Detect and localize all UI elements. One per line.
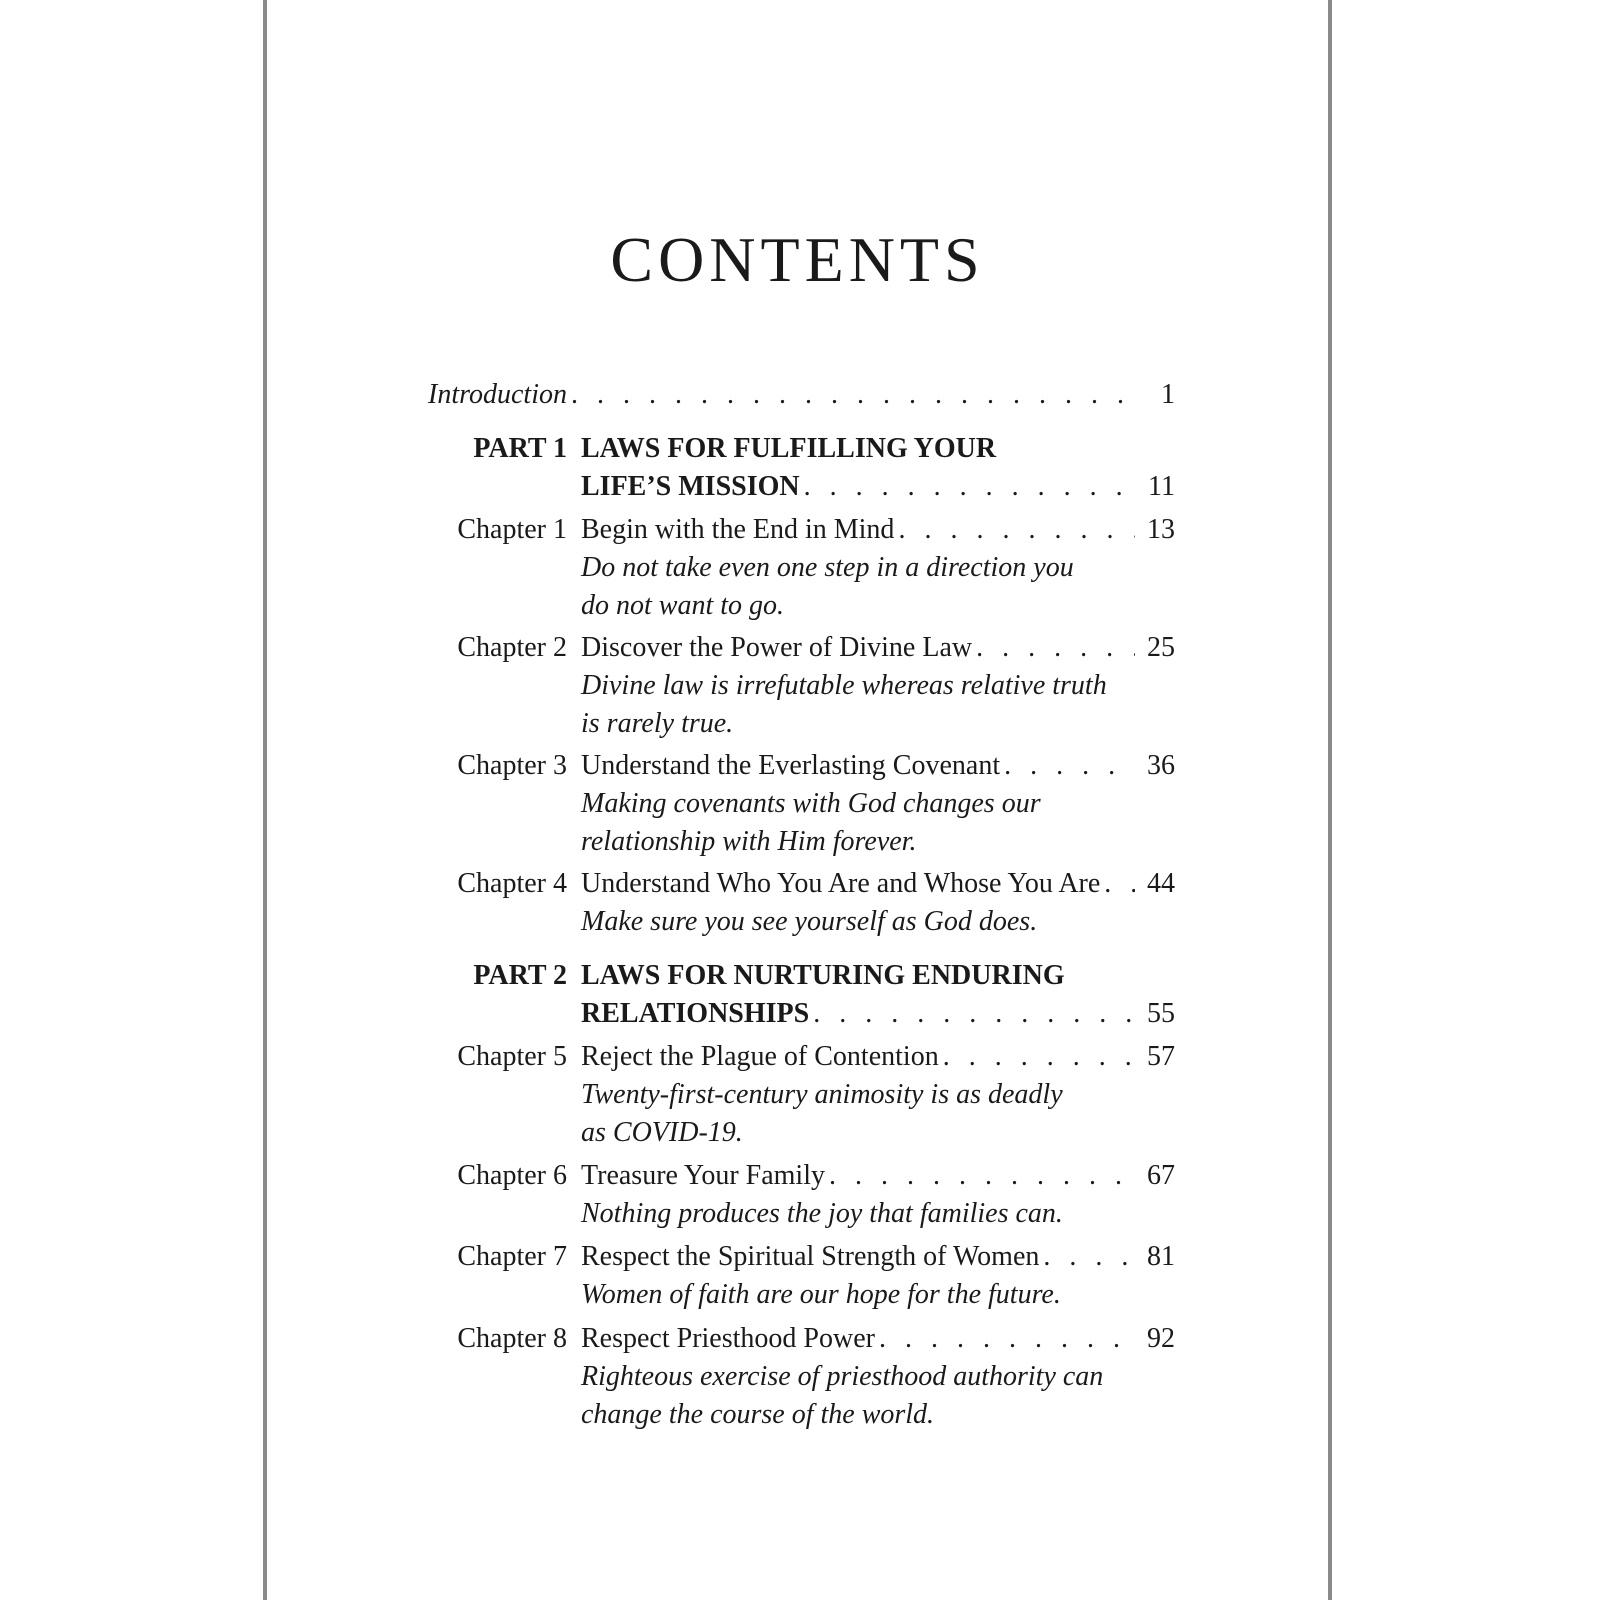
part-2-entry[interactable] [581, 995, 1175, 1033]
chapter-3-entry[interactable] [581, 747, 1175, 785]
chapter-7-label: Chapter 7 [457, 1241, 567, 1272]
chapter-6-subtitle-line-1: Nothing produces the joy that families can. [581, 1198, 1063, 1229]
chapter-3-label: Chapter 3 [457, 750, 567, 781]
chapter-7-subtitle-line-1: Women of faith are our hope for the future. [581, 1279, 1061, 1310]
chapter-4-entry[interactable] [581, 865, 1175, 903]
chapter-2-page-number: 25 [1147, 632, 1175, 663]
dot-leader [898, 511, 1135, 549]
chapter-1-subtitle-line-1: Do not take even one step in a direction you [581, 552, 1074, 583]
chapter-2-label: Chapter 2 [457, 632, 567, 663]
chapter-5-label: Chapter 5 [457, 1041, 567, 1072]
chapter-8-label: Chapter 8 [457, 1323, 567, 1354]
chapter-8-subtitle-line-1: Righteous exercise of priesthood authority can [581, 1361, 1104, 1392]
chapter-6-label: Chapter 6 [457, 1160, 567, 1191]
dot-leader [829, 1157, 1135, 1195]
chapter-7-entry[interactable] [581, 1238, 1175, 1276]
introduction-label: Introduction [428, 379, 567, 410]
chapter-6-page-number: 67 [1147, 1160, 1175, 1191]
dot-leader [976, 629, 1135, 667]
chapter-8-subtitle-line-2: change the course of the world. [581, 1399, 935, 1430]
chapter-8-page-number: 92 [1147, 1323, 1175, 1354]
part-2-title-line-1: LAWS FOR NURTURING ENDURING [581, 960, 1065, 991]
dot-leader [571, 376, 1135, 414]
dot-leader [804, 468, 1135, 506]
chapter-4-title: Understand Who You Are and Whose You Are [581, 868, 1101, 899]
part-1-title-line-2: LIFE’S MISSION [581, 471, 800, 502]
introduction-page-number: 1 [1161, 379, 1175, 410]
chapter-3-subtitle-line-2: relationship with Him forever. [581, 826, 917, 857]
chapter-4-label: Chapter 4 [457, 868, 567, 899]
part-1-title-line-1: LAWS FOR FULFILLING YOUR [581, 433, 997, 464]
dot-leader [943, 1038, 1135, 1076]
chapter-5-title: Reject the Plague of Contention [581, 1041, 939, 1072]
part-2-page-number: 55 [1147, 998, 1175, 1029]
chapter-1-page-number: 13 [1147, 514, 1175, 545]
chapter-8-title: Respect Priesthood Power [581, 1323, 875, 1354]
dot-leader [1004, 747, 1135, 785]
chapter-2-subtitle-line-1: Divine law is irrefutable whereas relative truth [581, 670, 1107, 701]
book-page [263, 0, 1332, 1600]
chapter-5-entry[interactable] [581, 1038, 1175, 1076]
dot-leader [1104, 865, 1135, 903]
page-title: CONTENTS [610, 223, 985, 295]
dot-leader [813, 995, 1135, 1033]
chapter-5-page-number: 57 [1147, 1041, 1175, 1072]
chapter-1-label: Chapter 1 [457, 514, 567, 545]
chapter-2-entry[interactable] [581, 629, 1175, 667]
chapter-3-title: Understand the Everlasting Covenant [581, 750, 1001, 781]
chapter-1-entry[interactable] [581, 511, 1175, 549]
chapter-4-page-number: 44 [1147, 868, 1175, 899]
introduction-entry[interactable] [567, 376, 1175, 414]
chapter-5-subtitle-line-1: Twenty-first-century animosity is as deadly [581, 1079, 1063, 1110]
chapter-3-page-number: 36 [1147, 750, 1175, 781]
part-1-entry[interactable] [581, 468, 1175, 506]
dot-leader [1043, 1238, 1135, 1276]
chapter-3-subtitle-line-1: Making covenants with God changes our [581, 788, 1041, 819]
chapter-1-subtitle-line-2: do not want to go. [581, 590, 785, 621]
chapter-4-subtitle-line-1: Make sure you see yourself as God does. [581, 906, 1038, 937]
chapter-1-title: Begin with the End in Mind [581, 514, 895, 545]
dot-leader [879, 1320, 1135, 1358]
part-1-label: PART 1 [473, 433, 567, 464]
part-2-title-line-2: RELATIONSHIPS [581, 998, 810, 1029]
chapter-6-entry[interactable] [581, 1157, 1175, 1195]
chapter-2-title: Discover the Power of Divine Law [581, 632, 973, 663]
chapter-7-title: Respect the Spiritual Strength of Women [581, 1241, 1040, 1272]
part-1-page-number: 11 [1148, 471, 1175, 502]
part-2-label: PART 2 [473, 960, 567, 991]
chapter-2-subtitle-line-2: is rarely true. [581, 708, 734, 739]
chapter-6-title: Treasure Your Family [581, 1160, 825, 1191]
chapter-7-page-number: 81 [1147, 1241, 1175, 1272]
chapter-5-subtitle-line-2: as COVID-19. [581, 1117, 743, 1148]
chapter-8-entry[interactable] [581, 1320, 1175, 1358]
